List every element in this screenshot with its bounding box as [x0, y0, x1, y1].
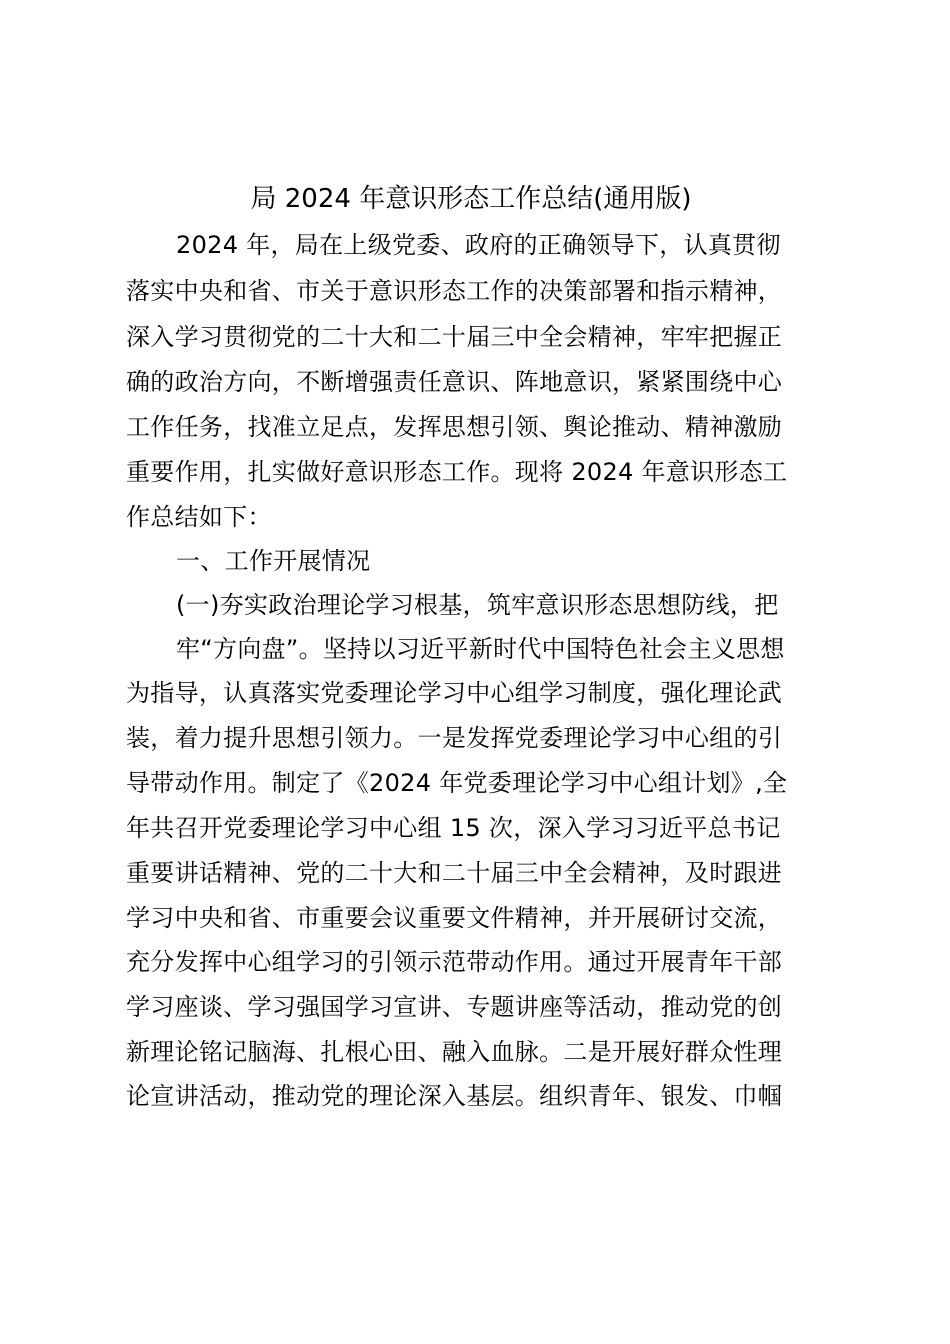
paragraph-line: 2024 年，局在上级党委、政府的正确领导下，认真贯彻	[176, 231, 781, 259]
paragraph-line: 牢“方向盘”。坚持以习近平新时代中国特色社会主义思想	[176, 635, 785, 663]
document-title: 局 2024 年意识形态工作总结(通用版)	[250, 184, 692, 214]
paragraph-line: 深入学习贯彻党的二十大和二十届三中全会精神，牢牢把握正	[126, 323, 783, 351]
paragraph-line: 工作任务，找准立足点，发挥思想引领、舆论推动、精神激励	[126, 413, 783, 441]
paragraph-line: 确的政治方向，不断增强责任意识、阵地意识，紧紧围绕中心	[126, 368, 783, 396]
paragraph-line: 论宣讲活动，推动党的理论深入基层。组织青年、银发、巾帼	[126, 1082, 783, 1110]
section-heading: 一、工作开展情况	[176, 547, 371, 575]
paragraph-line: 年共召开党委理论学习中心组 15 次，深入学习习近平总书记	[126, 814, 781, 842]
paragraph-line: 导带动作用。制定了《2024 年党委理论学习中心组计划》,全	[126, 769, 788, 797]
paragraph-line: 为指导，认真落实党委理论学习中心组学习制度，强化理论武	[126, 679, 783, 707]
subsection-heading: (一)夯实政治理论学习根基，筑牢意识形态思想防线，把	[176, 591, 779, 619]
paragraph-line: 学习座谈、学习强国学习宣讲、专题讲座等活动，推动党的创	[126, 993, 783, 1021]
paragraph-line: 充分发挥中心组学习的引领示范带动作用。通过开展青年干部	[126, 948, 783, 976]
paragraph-line: 重要讲话精神、党的二十大和二十届三中全会精神，及时跟进	[126, 859, 783, 887]
paragraph-line: 新理论铭记脑海、扎根心田、融入血脉。二是开展好群众性理	[126, 1038, 783, 1066]
paragraph-line: 落实中央和省、市关于意识形态工作的决策部署和指示精神，	[126, 277, 783, 305]
paragraph-line: 装，着力提升思想引领力。一是发挥党委理论学习中心组的引	[126, 724, 783, 752]
paragraph-line: 作总结如下：	[126, 503, 272, 531]
paragraph-line: 学习中央和省、市重要会议重要文件精神，并开展研讨交流，	[126, 904, 783, 932]
paragraph-line: 重要作用，扎实做好意识形态工作。现将 2024 年意识形态工	[126, 458, 788, 486]
